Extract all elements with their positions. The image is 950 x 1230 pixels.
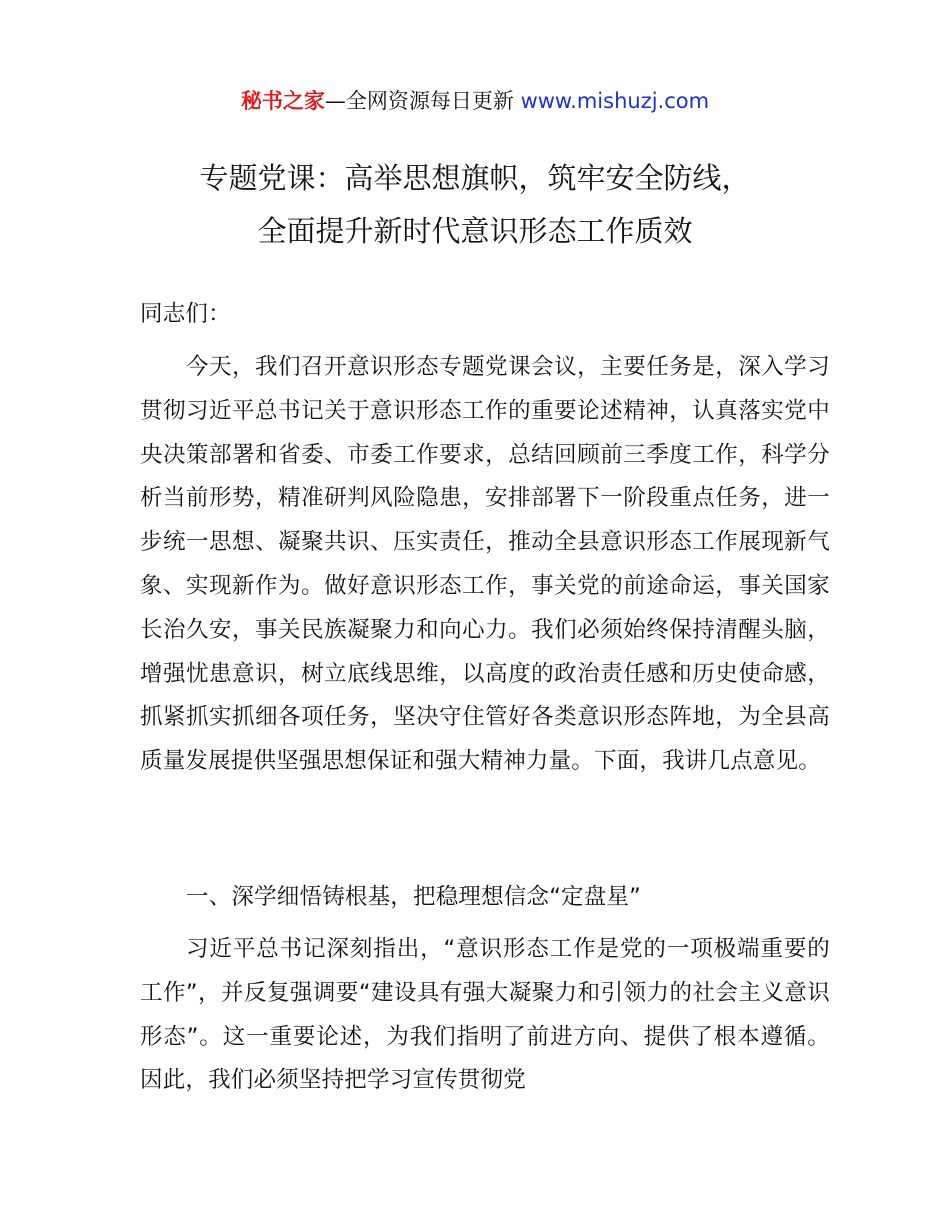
salutation: 同志们： — [140, 301, 231, 327]
page-header — [0, 86, 950, 116]
document-title-line-2: 全面提升新时代意识形态工作质效 — [257, 214, 693, 248]
header-tagline: —全网资源每日更新 — [324, 89, 521, 113]
site-url: www.mishuzj.com — [520, 89, 710, 113]
section-heading-1: 一、深学细悟铸根基，把稳理想信念“定盘星” — [186, 884, 642, 910]
brand-name: 秘书之家 — [240, 89, 325, 113]
paragraph-section-1: 习近平总书记深刻指出，“意识形态工作是党的一项极端重要的工作”，并反复强调要“建设具有强大凝聚力和引领力的社会主义意识形态”。这一重要论述，为我们指明了前进方向、提供了根本遵循。因此，我们必须坚持把学习宣传贯彻党 — [140, 936, 830, 1094]
document-title-line-1: 专题党课：高举思想旗帜，筑牢安全防线， — [199, 161, 751, 195]
paragraph-intro: 今天，我们召开意识形态专题党课会议，主要任务是，深入学习贯彻习近平总书记关于意识形态工作的重要论述精神，认真落实党中央决策部署和省委、市委工作要求，总结回顾前三季度工作，科学分析当前形势，精准研判风险隐患，安排部署下一阶段重点任务，进一步统一思想、凝聚共识、压实责任，推动全县意识形态工作展现新气象、实现新作为。做好意识形态工作，事关党的前途命运，事关国家长治久安，事关民族凝聚力和向心力。我们必须始终保持清醒头脑，增强忧患意识，树立底线思维，以高度的政治责任感和历史使命感，抓紧抓实抓细各项任务，坚决守住管好各类意识形态阵地，为全县高质量发展提供坚强思想保证和强大精神力量。下面，我讲几点意见。 — [140, 354, 830, 775]
